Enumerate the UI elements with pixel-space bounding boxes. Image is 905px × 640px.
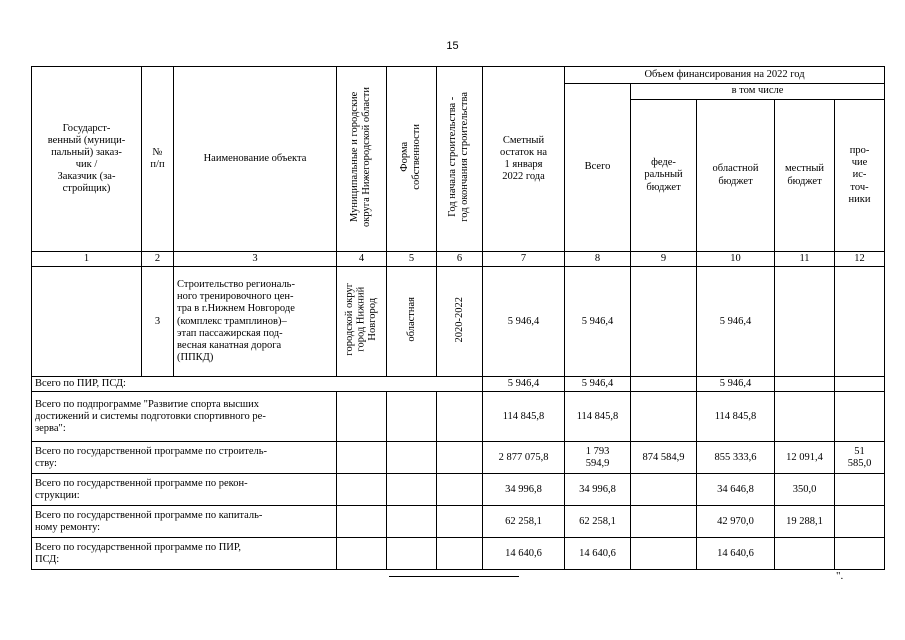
summary-estimate: 2 877 075,8 [483, 442, 565, 474]
summary-row [32, 538, 885, 570]
column-number: 3 [174, 252, 337, 267]
column-number: 11 [775, 252, 835, 267]
object-ownership: областная [387, 267, 437, 377]
summary-empty [387, 474, 437, 506]
object-other [835, 267, 885, 377]
summary-total: 1 793 594,9 [565, 442, 631, 474]
object-customer [32, 267, 142, 377]
summary-other [835, 538, 885, 570]
column-number: 10 [697, 252, 775, 267]
summary-local: 19 288,1 [775, 506, 835, 538]
summary-other [835, 506, 885, 538]
summary-other [835, 474, 885, 506]
header-federal: феде- ральный бюджет [631, 100, 697, 252]
summary-other [835, 392, 885, 442]
summary-total: 114 845,8 [565, 392, 631, 442]
header-including: в том числе [631, 84, 885, 100]
summary-empty [437, 474, 483, 506]
header-ownership: Форма собственности [387, 67, 437, 252]
summary-regional: 42 970,0 [697, 506, 775, 538]
summary-label: Всего по ПИР, ПСД: [32, 377, 483, 392]
summary-estimate: 34 996,8 [483, 474, 565, 506]
header-funding-group: Объем финансирования на 2022 год [565, 67, 885, 84]
summary-total: 34 996,8 [565, 474, 631, 506]
column-number: 9 [631, 252, 697, 267]
object-estimate: 5 946,4 [483, 267, 565, 377]
summary-empty [337, 538, 387, 570]
object-name: Строительство региональ- ного тренировочного цен- тра в г.Нижнем Новгороде (комплекс трамплинов)– этап пассажирская под- весная канатная дорога (ППКД) [174, 267, 337, 377]
summary-total: 14 640,6 [565, 538, 631, 570]
header-total: Всего [565, 84, 631, 252]
header-local: местный бюджет [775, 100, 835, 252]
summary-regional: 34 646,8 [697, 474, 775, 506]
object-municipality: городской округ город Нижний Новгород [337, 267, 387, 377]
funding-table [31, 66, 885, 570]
object-row [32, 267, 885, 377]
header-regional: областной бюджет [697, 100, 775, 252]
summary-empty [387, 442, 437, 474]
summary-federal [631, 474, 697, 506]
summary-federal [631, 392, 697, 442]
summary-empty [437, 538, 483, 570]
closing-quote-mark: ". [836, 570, 844, 582]
summary-regional: 5 946,4 [697, 377, 775, 392]
header-estimate: Сметный остаток на 1 января 2022 года [483, 67, 565, 252]
summary-federal [631, 377, 697, 392]
header-object-name: Наименование объекта [174, 67, 337, 252]
column-number: 8 [565, 252, 631, 267]
header-row-1 [32, 67, 885, 84]
column-number-row [32, 252, 885, 267]
summary-row [32, 377, 885, 392]
summary-local [775, 392, 835, 442]
summary-local: 350,0 [775, 474, 835, 506]
summary-estimate: 5 946,4 [483, 377, 565, 392]
summary-label: Всего по государственной программе по строитель- ству: [32, 442, 337, 474]
summary-empty [337, 442, 387, 474]
summary-row [32, 474, 885, 506]
header-municipality: Муниципальные и городские округа Нижегородской области [337, 67, 387, 252]
header-years: Год начала строительства - год окончания строительства [437, 67, 483, 252]
summary-federal [631, 538, 697, 570]
object-local [775, 267, 835, 377]
summary-estimate: 14 640,6 [483, 538, 565, 570]
summary-row [32, 392, 885, 442]
summary-row [32, 506, 885, 538]
summary-estimate: 114 845,8 [483, 392, 565, 442]
summary-row [32, 442, 885, 474]
summary-empty [337, 474, 387, 506]
summary-label: Всего по подпрограмме "Развитие спорта высших достижений и системы подготовки спортивного ре- зерва": [32, 392, 337, 442]
page-number: 15 [446, 40, 459, 52]
column-number: 1 [32, 252, 142, 267]
object-years: 2020-2022 [437, 267, 483, 377]
summary-empty [337, 392, 387, 442]
column-number: 12 [835, 252, 885, 267]
header-other: про- чие ис- точ- ники [835, 100, 885, 252]
summary-local: 12 091,4 [775, 442, 835, 474]
column-number: 6 [437, 252, 483, 267]
summary-regional: 855 333,6 [697, 442, 775, 474]
summary-federal [631, 506, 697, 538]
summary-total: 5 946,4 [565, 377, 631, 392]
summary-local [775, 377, 835, 392]
summary-regional: 14 640,6 [697, 538, 775, 570]
summary-empty [337, 506, 387, 538]
summary-regional: 114 845,8 [697, 392, 775, 442]
summary-local [775, 538, 835, 570]
summary-empty [437, 506, 483, 538]
column-number: 7 [483, 252, 565, 267]
divider-line [389, 576, 519, 577]
summary-empty [387, 392, 437, 442]
summary-empty [437, 442, 483, 474]
object-regional: 5 946,4 [697, 267, 775, 377]
object-num: 3 [142, 267, 174, 377]
column-number: 2 [142, 252, 174, 267]
summary-total: 62 258,1 [565, 506, 631, 538]
column-number: 4 [337, 252, 387, 267]
summary-other [835, 377, 885, 392]
object-federal [631, 267, 697, 377]
summary-label: Всего по государственной программе по рекон- струкции: [32, 474, 337, 506]
header-customer: Государст- венный (муници- пальный) заказ- чик / Заказчик (за- стройщик) [32, 67, 142, 252]
summary-federal: 874 584,9 [631, 442, 697, 474]
summary-label: Всего по государственной программе по капиталь- ному ремонту: [32, 506, 337, 538]
object-total: 5 946,4 [565, 267, 631, 377]
summary-empty [387, 506, 437, 538]
summary-estimate: 62 258,1 [483, 506, 565, 538]
column-number: 5 [387, 252, 437, 267]
header-num: № п/п [142, 67, 174, 252]
summary-empty [387, 538, 437, 570]
summary-empty [437, 392, 483, 442]
summary-other: 51 585,0 [835, 442, 885, 474]
summary-label: Всего по государственной программе по ПИР, ПСД: [32, 538, 337, 570]
